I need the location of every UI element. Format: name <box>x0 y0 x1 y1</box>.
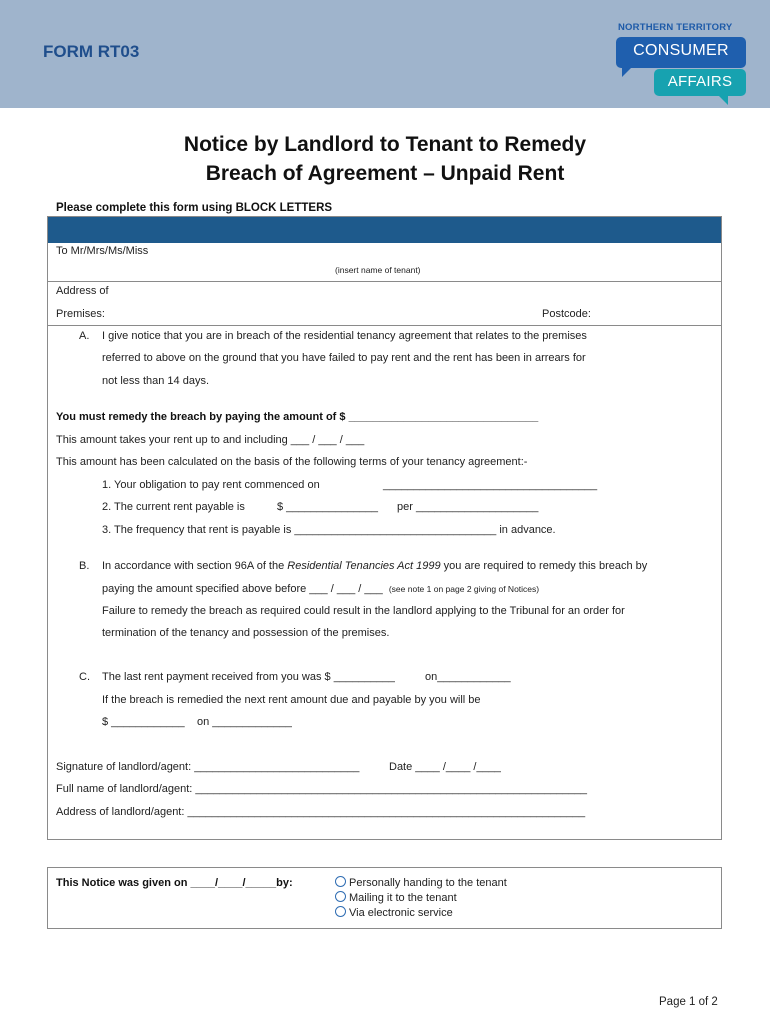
notice-given-box <box>47 867 722 929</box>
notice-form-box <box>47 216 722 840</box>
divider <box>48 281 721 282</box>
act-name: Residential Tenancies Act 1999 <box>287 560 441 572</box>
section-c-line-2: If the breach is remedied the next rent amount due and payable by you will be <box>102 694 481 706</box>
address-of-agent-field[interactable]: Address of landlord/agent: _________________________________________________________________ <box>56 806 586 818</box>
logo-affairs-text: AFFAIRS <box>667 73 733 90</box>
section-b-marker: B. <box>79 560 90 572</box>
section-a-line-1: I give notice that you are in breach of the residential tenancy agreement that relates to the premises <box>102 330 587 342</box>
last-payment-date-field[interactable]: on____________ <box>425 671 511 683</box>
next-rent-date-field[interactable]: on _____________ <box>197 716 292 728</box>
consumer-affairs-logo <box>614 22 750 102</box>
signature-date-field[interactable]: Date ____ /____ /____ <box>389 761 501 773</box>
postcode-label[interactable]: Postcode: <box>542 308 591 320</box>
section-b-line-4: termination of the tenancy and possession of the premises. <box>102 627 390 639</box>
term-2-per-field[interactable]: per ____________________ <box>397 501 539 513</box>
logo-consumer-text: CONSUMER <box>633 42 729 59</box>
option-electronic-label: Via electronic service <box>349 907 453 919</box>
page-title-line-2: Breach of Agreement – Unpaid Rent <box>205 162 565 185</box>
section-b-line-1-pre: In accordance with section 96A of the <box>102 560 285 572</box>
full-name-field[interactable]: Full name of landlord/agent: ________________________________________________________________ <box>56 783 587 795</box>
term-2-amount-field[interactable]: $ _______________ <box>277 501 378 513</box>
logo-affairs-bubble <box>654 69 746 96</box>
form-code: FORM RT03 <box>43 42 140 61</box>
radio-handing-icon[interactable] <box>335 876 346 887</box>
page-title-line-1: Notice by Landlord to Tenant to Remedy <box>183 133 587 156</box>
section-a-marker: A. <box>79 330 90 342</box>
address-label: Address of <box>56 285 109 297</box>
divider <box>48 325 721 326</box>
logo-territory-text: NORTHERN TERRITORY <box>618 22 733 33</box>
notice-given-date-field[interactable]: This Notice was given on ____/____/_____by: <box>56 877 293 889</box>
remedy-amount-field[interactable]: You must remedy the breach by paying the amount of $ _______________________________ <box>56 411 539 423</box>
tenant-name-note[interactable]: (insert name of tenant) <box>335 265 421 275</box>
section-b-line-2 <box>102 583 539 595</box>
last-payment-amount-field[interactable]: The last rent payment received from you was $ __________ <box>102 671 395 683</box>
header-banner <box>0 0 770 108</box>
remedy-by-date-field[interactable]: paying the amount specified above before ___ / ___ / ___ <box>102 583 383 595</box>
term-1-commenced-field[interactable]: ___________________________________ <box>383 479 598 491</box>
calculation-basis-text: This amount has been calculated on the basis of the following terms of your tenancy agreement:- <box>56 456 528 468</box>
section-a-line-2: referred to above on the ground that you have failed to pay rent and the rent has been in arrears for <box>102 352 586 364</box>
term-1-label: 1. Your obligation to pay rent commenced on <box>102 479 320 491</box>
premises-label[interactable]: Premises: <box>56 308 105 320</box>
section-a-line-3: not less than 14 days. <box>102 375 210 387</box>
form-header-bar <box>48 217 721 243</box>
radio-mailing-icon[interactable] <box>335 891 346 902</box>
tenant-name-label: To Mr/Mrs/Ms/Miss <box>56 245 149 257</box>
page-number: Page 1 of 2 <box>659 996 718 1008</box>
section-b-line-1 <box>102 560 647 572</box>
section-b-line-3: Failure to remedy the breach as required could result in the landlord applying to the Tribunal for an order for <box>102 605 625 617</box>
logo-consumer-bubble <box>616 37 746 68</box>
section-c-marker: C. <box>79 671 90 683</box>
term-3-frequency-field[interactable]: 3. The frequency that rent is payable is _________________________________ in advance. <box>102 524 556 536</box>
radio-electronic-icon[interactable] <box>335 906 346 917</box>
option-mailing-label: Mailing it to the tenant <box>349 892 457 904</box>
rent-up-to-date-field[interactable]: This amount takes your rent up to and including ___ / ___ / ___ <box>56 434 365 446</box>
next-rent-amount-field[interactable]: $ ____________ <box>102 716 185 728</box>
signature-field[interactable]: Signature of landlord/agent: ___________________________ <box>56 761 360 773</box>
section-b-note: (see note 1 on page 2 giving of Notices) <box>388 584 540 594</box>
block-letters-instruction: Please complete this form using BLOCK LETTERS <box>56 202 333 214</box>
option-handing-label: Personally handing to the tenant <box>349 877 507 889</box>
term-2-label: 2. The current rent payable is <box>102 501 245 513</box>
section-b-line-1-post: you are required to remedy this breach by <box>443 560 648 572</box>
